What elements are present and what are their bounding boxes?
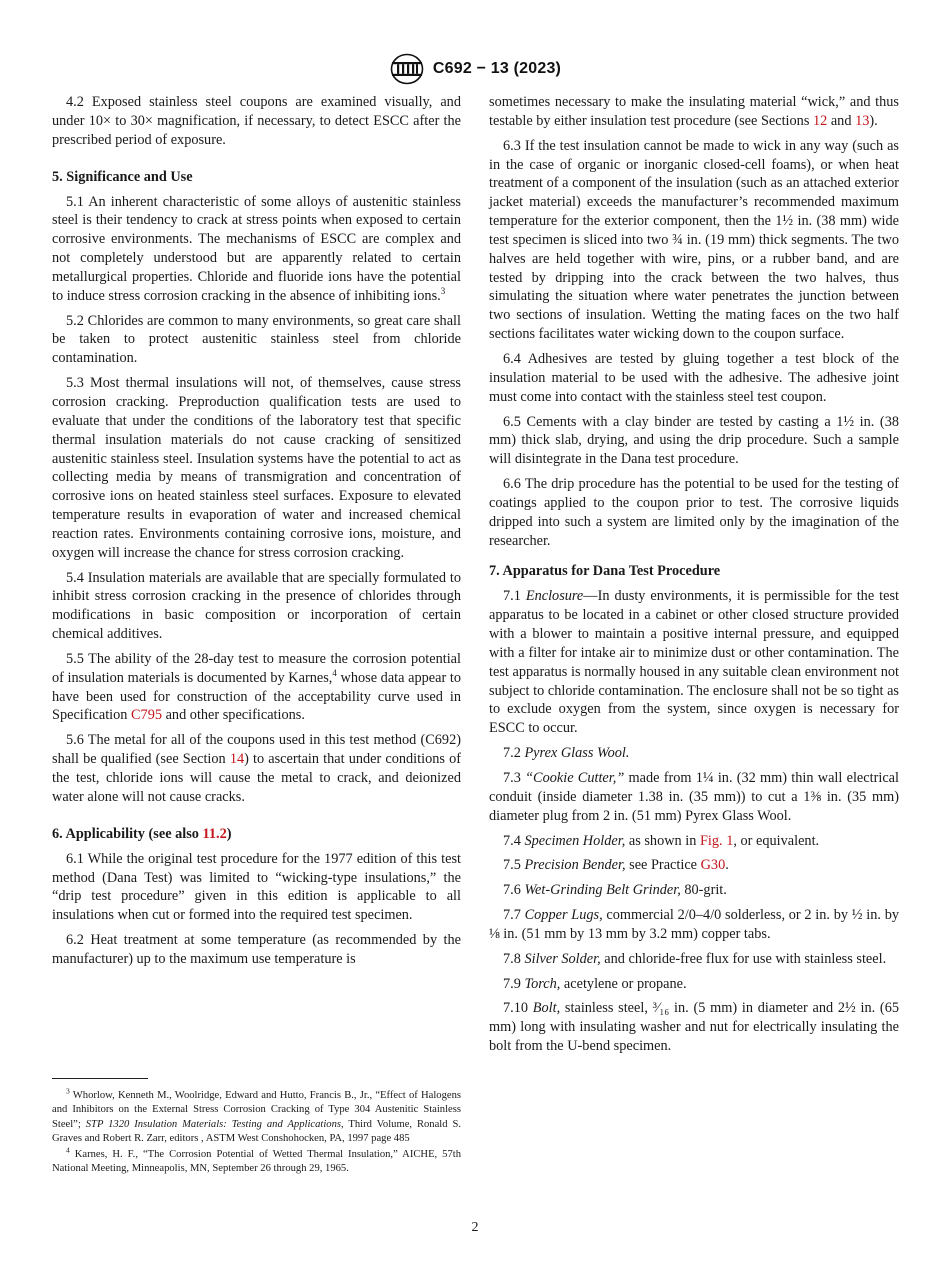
paragraph-text: acetylene or propane. <box>560 975 687 992</box>
paragraph-number: 5.1 <box>66 193 84 210</box>
link-section-14[interactable]: 14 <box>229 751 245 768</box>
paragraph-text: and other specifications. <box>162 707 305 724</box>
paragraph-text: made from 1¼ in. (32 mm) thin wall electrical conduit (inside diameter 1.38 in. (35 mm)) to cut a 1⅜ in. (35 mm) diameter plug from 2 in. (51 mm) Pyrex Glass Wool. <box>489 770 899 824</box>
paragraph-text: and <box>827 112 856 129</box>
paragraph-number: 6.4 <box>503 350 521 367</box>
paragraph-number: 7.4 <box>503 832 521 849</box>
paragraph-number: 7.8 <box>503 950 521 967</box>
paragraph-text: stainless steel, ³⁄₁₆ in. (5 mm) in diameter and 2½ in. (65 mm) long with insulating washer and nut for electrically insulating the bolt from the U-bend specimen. <box>489 1000 899 1055</box>
paragraph-number: 6.3 <box>503 137 521 154</box>
paragraph-7-9 <box>489 975 899 994</box>
paragraph-5-1 <box>52 193 461 306</box>
paragraph-6-3 <box>489 137 899 344</box>
item-label: Precision Bender, <box>524 857 626 874</box>
footnote-text: , Third Volume, Ronald S. Graves and Robert R. Zarr, editors , ASTM West Conshohocken, PA, 1997 page 485 <box>52 1118 461 1144</box>
paragraph-number: 5.6 <box>66 732 84 749</box>
paragraph-number: 4.2 <box>66 94 84 110</box>
link-section-13[interactable]: 13 <box>855 112 870 129</box>
paragraph-number: 5.4 <box>66 569 84 586</box>
paragraph-text: If the test insulation cannot be made to wick in any way (such as in the case of organic or inorganic closed-cell foams), or when heat treatment of a component of the insulation (such as an attached exterior jacket material) exceeds the manufacturer’s recommended maximum temperature for the exterior component, then the 1½ in. (38 mm) wide test specimen is sliced into two ¾ in. (19 mm) thick segments. The two halves are held together with wire, pins, or a rubber band, and are tested by dripping into the crack between the two halves, thus simulating the situation where water penetrates the junction between two sections of insulation. Wetting the mating faces on the two half sections facilitates water wicking down to the coupon surface. <box>489 137 899 343</box>
footnote-3 <box>52 1086 461 1146</box>
paragraph-5-3 <box>52 374 461 562</box>
paragraph-text: commercial 2/0–4/0 solderless, or 2 in. by ½ in. by ⅛ in. (51 mm by 13 mm by 3.2 mm) copper tabs. <box>489 907 899 942</box>
paragraph-6-5 <box>489 413 899 470</box>
paragraph-6-4 <box>489 350 899 407</box>
paragraph-number: 6.5 <box>503 413 521 430</box>
paragraph-number: 5.5 <box>66 650 84 667</box>
paragraph-text: ). <box>869 112 878 129</box>
paragraph-6-6 <box>489 475 899 550</box>
paragraph-7-3 <box>489 769 899 826</box>
footnote-marker: 3 <box>66 1086 70 1096</box>
footnote-italic: STP 1320 Insulation Materials: Testing and Applications <box>85 1118 342 1130</box>
paragraph-5-5 <box>52 650 461 725</box>
item-label: “Cookie Cutter,” <box>525 770 625 786</box>
paragraph-number: 7.5 <box>503 857 521 874</box>
paragraph-text: Chlorides are common to many environments, so great care shall be taken to protect austenitic stainless steel from chloride contamination. <box>52 312 462 367</box>
item-label: Copper Lugs, <box>524 907 603 924</box>
paragraph-text: sometimes necessary to make the insulating material “wick,” and thus testable by either insulation test procedure (see Sections <box>489 94 899 129</box>
footnote-text: Whorlow, Kenneth M., Woolridge, Edward and Hutto, Francis B., Jr., “Effect of Halogens and Inhibitors on the External Stress Corrosion Cracking of Type 304 Austenitic Stainless Steel”; <box>52 1090 461 1130</box>
paragraph-5-2 <box>52 312 461 369</box>
paragraph-7-6 <box>489 881 899 900</box>
paragraph-text: The metal for all of the coupons used in this test method (C692) shall be qualified (see Section <box>52 732 461 768</box>
right-column <box>489 93 899 1062</box>
link-c795[interactable]: C795 <box>131 707 162 724</box>
paragraph-text: Heat treatment at some temperature (as recommended by the manufacturer) up to the maximum use temperature is <box>52 932 461 967</box>
page-number: 2 <box>471 1220 479 1235</box>
paragraph-text: Exposed stainless steel coupons are examined visually, and under 10× to 30× magnification, if necessary, to detect ESCC after the prescribed period of exposure. <box>52 94 461 148</box>
paragraph-7-5 <box>489 856 899 875</box>
item-label: Enclosure <box>525 588 584 605</box>
footnote-text: Karnes, H. F., “The Corrosion Potential of Wetted Thermal Insulation,” AICHE, 57th National Meeting, Minneapolis, MN, September 26 through 29, 1965. <box>52 1149 461 1175</box>
paragraph-text: 80-grit. <box>680 882 727 899</box>
paragraph-number: 5.3 <box>66 375 84 392</box>
paragraph-text: as shown in <box>625 832 700 849</box>
paragraph-text: The ability of the 28-day test to measure the corrosion potential of insulation materials is documented by Karnes, <box>52 650 461 686</box>
section-heading-5: 5. Significance and Use <box>52 168 193 185</box>
link-11-2[interactable]: 11.2 <box>202 825 227 842</box>
footnote-ref-3[interactable]: 3 <box>440 285 446 296</box>
heading-close: ) <box>226 825 232 842</box>
paragraph-7-2 <box>489 744 899 763</box>
paragraph-number: 7.1 <box>503 588 521 605</box>
paragraph-7-1 <box>489 587 899 738</box>
paragraph-text: see Practice <box>625 857 701 874</box>
footnote-divider <box>52 1078 148 1079</box>
paragraph-number: 5.2 <box>66 312 84 329</box>
paragraph-text: Adhesives are tested by gluing together a test block of the insulation material to be used with the adhesive. The adhesive joint must come into contact with the stainless steel test coupon. <box>489 350 899 405</box>
paragraph-5-6 <box>52 731 461 806</box>
paragraph-5-4 <box>52 569 461 644</box>
paragraph-text: While the original test procedure for the 1977 edition of this test method (Dana Test) was limited to “wicking-type insulations,” the “drip test procedure” given in this edition is applicable to all insulations when cut or formed into the required test specimen. <box>52 850 461 924</box>
footnote-ref-4[interactable]: 4 <box>332 668 337 679</box>
paragraph-6-2-continued <box>489 93 899 131</box>
page-header <box>0 52 950 86</box>
paragraph-7-4 <box>489 832 899 851</box>
paragraph-7-8 <box>489 950 899 969</box>
paragraph-number: 6.6 <box>503 476 521 493</box>
paragraph-number: 7.3 <box>503 770 521 786</box>
paragraph-text: , or equivalent. <box>733 832 820 849</box>
item-label: Pyrex Glass Wool. <box>524 745 630 762</box>
footnotes <box>52 1078 461 1179</box>
paragraph-text: . <box>725 857 729 874</box>
paragraph-number: 7.9 <box>503 975 521 992</box>
link-fig-1[interactable]: Fig. 1 <box>699 832 734 849</box>
item-label: Wet-Grinding Belt Grinder, <box>524 882 681 899</box>
left-column <box>52 93 461 975</box>
astm-logo-icon <box>389 52 425 86</box>
item-label: Silver Solder, <box>524 950 601 967</box>
link-g30[interactable]: G30 <box>700 857 726 874</box>
paragraph-6-1 <box>52 850 461 925</box>
paragraph-text: The drip procedure has the potential to be used for the testing of coatings applied to the coupon prior to test. The corrosive liquids dripped into such a system are limited only by the imagination of the researcher. <box>489 476 899 549</box>
heading-text: 6. Applicability (see also <box>52 825 203 842</box>
paragraph-number: 7.6 <box>503 882 521 899</box>
paragraph-number: 6.2 <box>66 932 84 949</box>
paragraph-text: and chloride-free flux for use with stainless steel. <box>600 950 887 967</box>
paragraph-text: Insulation materials are available that are specially formulated to inhibit stress corrosion cracking in the presence of chlorides through modifications in basic composition or incorporation of certain chemical additives. <box>52 569 461 643</box>
paragraph-number: 7.7 <box>503 907 521 924</box>
paragraph-number: 7.10 <box>503 1000 529 1017</box>
paragraph-text: An inherent characteristic of some alloys of austenitic stainless steel is their tendency to crack at stress points when exposed to certain corrosive environments. The mechanisms of ESCC are complex and not completely understood but are apparently related to certain metallurgical properties. Chloride and fluoride ions have the potential to induce stress corrosion cracking in the absence of inhibiting ions. <box>52 193 461 304</box>
link-section-12[interactable]: 12 <box>812 112 828 129</box>
paragraph-text: ) to ascertain that under conditions of the test, chloride ions will cause the metal to crack, and deionized water alone will not cause cracks. <box>52 751 461 805</box>
paragraph-text: whose data appear to have been used for construction of the acceptability curve used in Specification <box>52 669 462 724</box>
document-designation: C692 − 13 (2023) <box>432 60 562 77</box>
paragraph-7-7 <box>489 906 899 944</box>
section-heading-6 <box>52 825 461 844</box>
paragraph-4-2 <box>52 93 461 150</box>
item-label: Torch, <box>524 975 561 992</box>
paragraph-6-2 <box>52 931 461 969</box>
item-label: Specimen Holder, <box>524 832 626 849</box>
paragraph-text: —In dusty environments, it is permissible for the test apparatus to be located in a cabinet or other closed structure provided with a blower to maintain a positive internal pressure, and equipped with a filter for intake air to minimize dust or other contamination. The test apparatus is normally housed in any suitable clean environment not subject to chloride contamination. The enclosure shall not be so tight as to exclude oxygen from the system, since oxygen is necessary for ESCC to occur. <box>489 588 899 737</box>
footnote-marker: 4 <box>66 1145 70 1155</box>
item-label: Bolt, <box>532 1000 561 1017</box>
footnote-4 <box>52 1145 461 1177</box>
paragraph-number: 6.1 <box>66 850 84 867</box>
paragraph-7-10 <box>489 999 899 1056</box>
section-heading-7: 7. Apparatus for Dana Test Procedure <box>489 563 721 580</box>
paragraph-text: Cements with a clay binder are tested by casting a 1½ in. (38 mm) thick slab, drying, and using the drip procedure. Such a sample will disintegrate in the Dana test procedure. <box>489 413 899 468</box>
paragraph-number: 7.2 <box>503 745 521 762</box>
paragraph-text: Most thermal insulations will not, of themselves, cause stress corrosion cracking. Preproduction qualification tests are used to evaluate that under the conditions of the laboratory test that specific thermal insulation materials do not cause cracking of sensitized austenitic stainless steel. Insulation systems have the potential to act as collecting media by means of transmigration and concentration of corrosive ions on heated stainless steel surfaces. Exposure to elevated temperature results in evaporation of water and increased chemical reaction rates. Environments containing corrosive ions, moisture, and oxygen will increase the chance for stress corrosion cracking. <box>52 375 461 561</box>
